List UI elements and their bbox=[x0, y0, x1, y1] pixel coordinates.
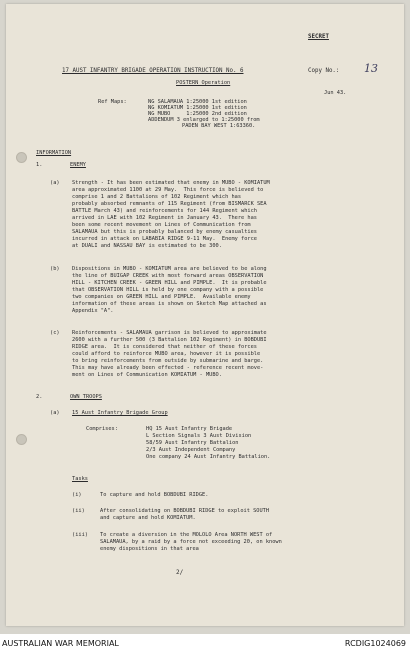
strength-text-line: Strength - It has been estimated that enemy in MUBO - KOMIATUM bbox=[72, 180, 270, 186]
strength-text-line: probably absorbed remnants of 115 Regiment (from BISMARCK SEA bbox=[72, 201, 267, 207]
dispositions-text-line: Dispositions in MUBO - KOMIATUM area are believed to be along bbox=[72, 266, 267, 272]
reinforcements-text-line: Reinforcements - SALAMAUA garrison is believed to approximate bbox=[72, 330, 267, 336]
reinforcements-text-line: could afford to reinforce MUBO area, however it is possible bbox=[72, 351, 261, 357]
archive-footer bbox=[0, 634, 410, 654]
item-label: (a) bbox=[50, 410, 60, 416]
task-number: (i) bbox=[72, 492, 82, 498]
unit-line: L Section Signals 3 Aust Division bbox=[146, 433, 252, 439]
archive-name: AUSTRALIAN WAR MEMORIAL bbox=[2, 639, 119, 648]
strength-text-line: SALAMAUA but this is probably balanced by enemy casualties bbox=[72, 229, 257, 235]
ref-map-line: NG KOMIATUM 1:25000 1st edition bbox=[148, 105, 247, 111]
copy-number-label: Copy No.: bbox=[308, 68, 340, 74]
task-text-line: and capture and hold KOMIATUM. bbox=[100, 515, 196, 521]
task-number: (iii) bbox=[72, 532, 88, 538]
item-label: (a) bbox=[50, 180, 60, 186]
tasks-heading: Tasks bbox=[72, 476, 88, 482]
task-text-line: To create a diversion in the MOLOLO Area NORTH WEST of bbox=[100, 532, 273, 538]
task-text-line: To capture and hold BOBDUBI RIDGE. bbox=[100, 492, 209, 498]
unit-line: HQ 15 Aust Infantry Brigade bbox=[146, 426, 233, 432]
strength-text-line: BATTLE March 43) and reinforcements for 144 Regiment which bbox=[72, 208, 257, 214]
record-id: RCDIG1024069 bbox=[344, 639, 406, 648]
paragraph-number: 1. bbox=[36, 162, 43, 168]
copy-number-handwritten: 13 bbox=[364, 62, 378, 75]
unit-line: 58/59 Aust Infantry Battalion bbox=[146, 440, 239, 446]
strength-text-line: at DUALI and NASSAU BAY is estimated to be 300. bbox=[72, 243, 222, 249]
dispositions-text-line: Appendix "A". bbox=[72, 308, 114, 314]
comprises-label: Comprises: bbox=[86, 426, 118, 432]
ref-map-line: NG SALAMAUA 1:25000 1st edition bbox=[148, 99, 247, 105]
strength-text-line: comprise 1 and 2 Battalions of 102 Regiment which has bbox=[72, 194, 242, 200]
ref-map-line: PADEN BAY WEST 1:63360. bbox=[182, 123, 256, 129]
unit-line: One company 24 Aust Infantry Battalion. bbox=[146, 454, 271, 460]
reinforcements-text-line: 2600 with a further 500 (3 Battalion 102 Regiment) in BOBDUBI bbox=[72, 337, 267, 343]
unit-line: 2/3 Aust Independent Company bbox=[146, 447, 236, 453]
punch-hole bbox=[16, 152, 27, 163]
operation-name: POSTERN Operation bbox=[176, 80, 231, 86]
task-number: (ii) bbox=[72, 508, 85, 514]
punch-hole bbox=[16, 434, 27, 445]
strength-text-line: area approximated 1100 at 29 May. This force is believed to bbox=[72, 187, 264, 193]
reinforcements-text-line: RIDGE area. It is considered that neither of these forces bbox=[72, 344, 257, 350]
item-label: (b) bbox=[50, 266, 60, 272]
subheading-enemy: ENEMY bbox=[70, 162, 86, 168]
reinforcements-text-line: This may have already been effected - reference recent move- bbox=[72, 365, 264, 371]
ref-map-line: ADDENDUM 3 enlarged to 1:25000 from bbox=[148, 117, 260, 123]
dispositions-text-line: that OBSERVATION HILL is held by one company with a possible bbox=[72, 287, 264, 293]
reinforcements-text-line: to bring reinforcements from outside by submarine and barge. bbox=[72, 358, 264, 364]
strength-text-line: incurred in attack on LABABIA RIDGE 9-11 May. Enemy force bbox=[72, 236, 257, 242]
strength-text-line: been some recent movement on Lines of Communication from bbox=[72, 222, 251, 228]
task-text-line: After consolidating on BOBDUBI RIDGE to exploit SOUTH bbox=[100, 508, 270, 514]
strength-text-line: arrived in LAE with 102 Regiment in January 43. There has bbox=[72, 215, 257, 221]
dispositions-text-line: HILL - KITCHEN CREEK - GREEN HILL and PIMPLE. It is probable bbox=[72, 280, 267, 286]
dispositions-text-line: information of these areas is shown on Sketch Map attached as bbox=[72, 301, 267, 307]
ref-maps-label: Ref Maps: bbox=[98, 99, 127, 105]
reinforcements-text-line: ment on Lines of Communication KOMIATUM - MUBO. bbox=[72, 372, 222, 378]
document-title: 17 AUST INFANTRY BRIGADE OPERATION INSTRUCTION No. 6 bbox=[62, 68, 244, 74]
section-heading-information: INFORMATION bbox=[36, 150, 72, 156]
task-text-line: SALAMAUA, by a raid by a force not exceeding 20, on known bbox=[100, 539, 282, 545]
item-label: (c) bbox=[50, 330, 60, 336]
document-page bbox=[6, 4, 404, 626]
brigade-group-title: 15 Aust Infantry Brigade Group bbox=[72, 410, 168, 416]
subheading-own-troops: OWN TROOPS bbox=[70, 394, 102, 400]
document-date: Jun 43. bbox=[324, 90, 347, 96]
classification-label: SECRET bbox=[308, 34, 329, 40]
task-text-line: enemy dispositions in that area bbox=[100, 546, 199, 552]
ref-map-line: NG MUBO 1:25000 2nd edition bbox=[148, 111, 247, 117]
page-number: 2/ bbox=[176, 569, 184, 576]
dispositions-text-line: two companies on GREEN HILL and PIMPLE. Available enemy bbox=[72, 294, 251, 300]
paragraph-number: 2. bbox=[36, 394, 43, 400]
dispositions-text-line: the line of BUIGAP CREEK with most forward areas OBSERVATION bbox=[72, 273, 264, 279]
